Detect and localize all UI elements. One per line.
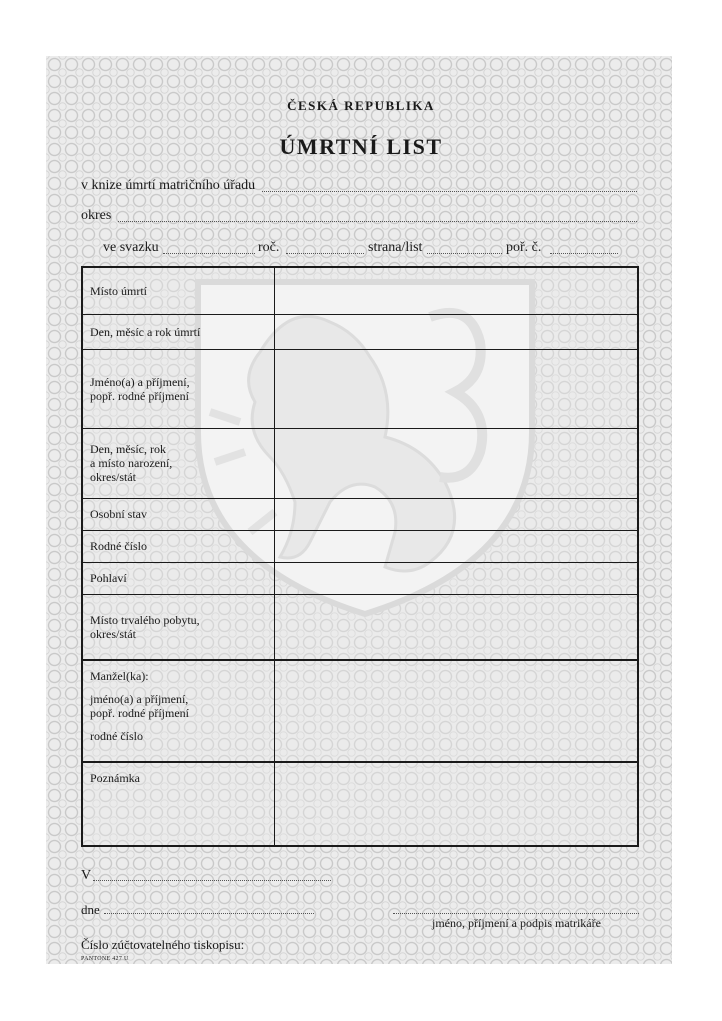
death-record-table — [81, 266, 639, 847]
date-label: dne — [81, 902, 100, 917]
number-label: poř. č. — [506, 240, 542, 255]
pantone-note: PANTONE 427 U — [81, 956, 129, 962]
table-row — [82, 314, 638, 349]
table-row — [82, 530, 638, 562]
table-row — [82, 428, 638, 498]
form-number-label: Číslo zúčtovatelného tiskopisu: — [81, 937, 245, 952]
death-date-label: Den, měsíc a rok úmrtí — [82, 314, 275, 349]
residence-label: Místo trvalého pobytu, okres/stát — [82, 594, 275, 660]
birth-label: Den, měsíc, rok a místo narození, okres/stát — [82, 428, 275, 498]
book-field[interactable] — [262, 191, 637, 192]
name-label: Jméno(a) a příjmení, popř. rodné příjmení — [82, 349, 275, 428]
place-label: V — [81, 868, 92, 883]
death-place-label: Místo úmrtí — [82, 267, 275, 314]
number-field[interactable] — [550, 253, 618, 254]
sex-field[interactable] — [275, 562, 639, 594]
page-field[interactable] — [427, 253, 502, 254]
table-row — [82, 267, 638, 314]
page-label: strana/list — [368, 240, 423, 255]
birth-field[interactable] — [275, 428, 639, 498]
district-label: okres — [81, 208, 112, 223]
document-title: ÚMRTNÍ LIST — [279, 134, 443, 159]
spouse-field[interactable] — [275, 660, 639, 762]
sex-label: Pohlaví — [82, 562, 275, 594]
volume-field[interactable] — [163, 253, 255, 254]
date-field[interactable] — [104, 913, 314, 914]
marital-status-label: Osobní stav — [82, 498, 275, 530]
year-field[interactable] — [286, 253, 364, 254]
table-row — [82, 660, 638, 762]
place-field[interactable] — [93, 880, 331, 881]
residence-field[interactable] — [275, 594, 639, 660]
death-place-field[interactable] — [275, 267, 639, 314]
table-row — [82, 762, 638, 846]
marital-status-field[interactable] — [275, 498, 639, 530]
spouse-label: Manžel(ka): jméno(a) a příjmení, popř. rodné příjmení rodné číslo — [82, 660, 275, 762]
birth-number-label: Rodné číslo — [82, 530, 275, 562]
country-heading: ČESKÁ REPUBLIKA — [287, 98, 435, 113]
note-field[interactable] — [275, 762, 639, 846]
name-field[interactable] — [275, 349, 639, 428]
district-field[interactable] — [118, 221, 637, 222]
table-row — [82, 594, 638, 660]
volume-label: ve svazku — [103, 240, 159, 255]
book-label: v knize úmrtí matričního úřadu — [81, 178, 256, 193]
note-label: Poznámka — [82, 762, 275, 846]
table-row — [82, 349, 638, 428]
birth-number-field[interactable] — [275, 530, 639, 562]
table-row — [82, 562, 638, 594]
death-date-field[interactable] — [275, 314, 639, 349]
table-row — [82, 498, 638, 530]
year-label: roč. — [258, 240, 280, 255]
signature-caption: jméno, příjmení a podpis matrikáře — [432, 916, 601, 930]
signature-field[interactable] — [393, 913, 639, 914]
